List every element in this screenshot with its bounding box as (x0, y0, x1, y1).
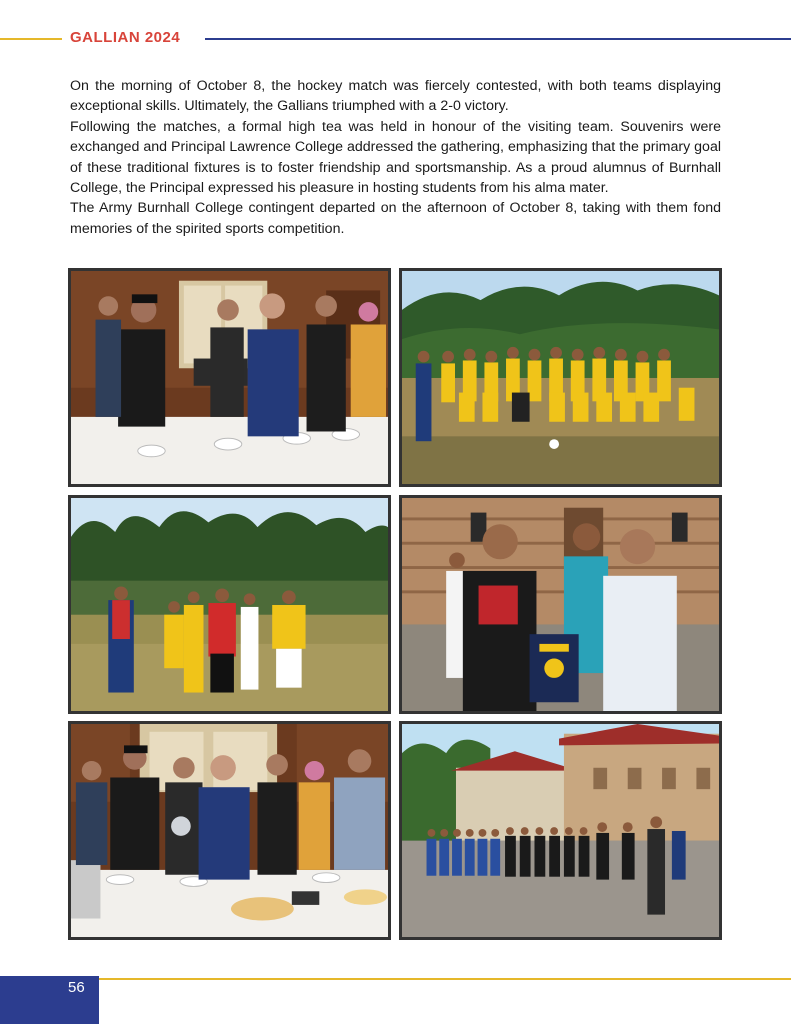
photo-basketball-teams-lineup (399, 721, 722, 940)
page-header (0, 28, 791, 48)
header-rule-right (205, 38, 791, 40)
photo-basketball-pennant-exchange (399, 495, 722, 714)
photo-souvenir-exchange-2 (68, 721, 391, 940)
header-rule-left (0, 38, 62, 40)
footer-rule (99, 978, 791, 980)
photo-hockey-match-toss (68, 495, 391, 714)
article-body (70, 76, 721, 239)
publication-title: GALLIAN 2024 (70, 29, 181, 46)
article-paragraph: The Army Burnhall College contingent departed on the afternoon of October 8, taking with them fond memories of the spirited sports competition. (70, 200, 721, 237)
article-paragraph: On the morning of October 8, the hockey match was fiercely contested, with both teams displaying exceptional skills. Ultimately, the Gallians triumphed with a 2-0 victory. (70, 78, 721, 115)
photo-souvenir-exchange-1 (68, 268, 391, 487)
page-number: 56 (68, 979, 85, 996)
article-paragraph: Following the matches, a formal high tea was held in honour of the visiting team. Souvenirs were exchanged and Principal Lawrence College addressed the gathering, emphasizing that the primary goal of these traditional fixtures is to foster friendship and sportsmanship. As a proud alumnus of Burnhall College, the Principal expressed his pleasure in hosting students from his alma mater. (70, 118, 721, 197)
photo-football-team-group (399, 268, 722, 487)
